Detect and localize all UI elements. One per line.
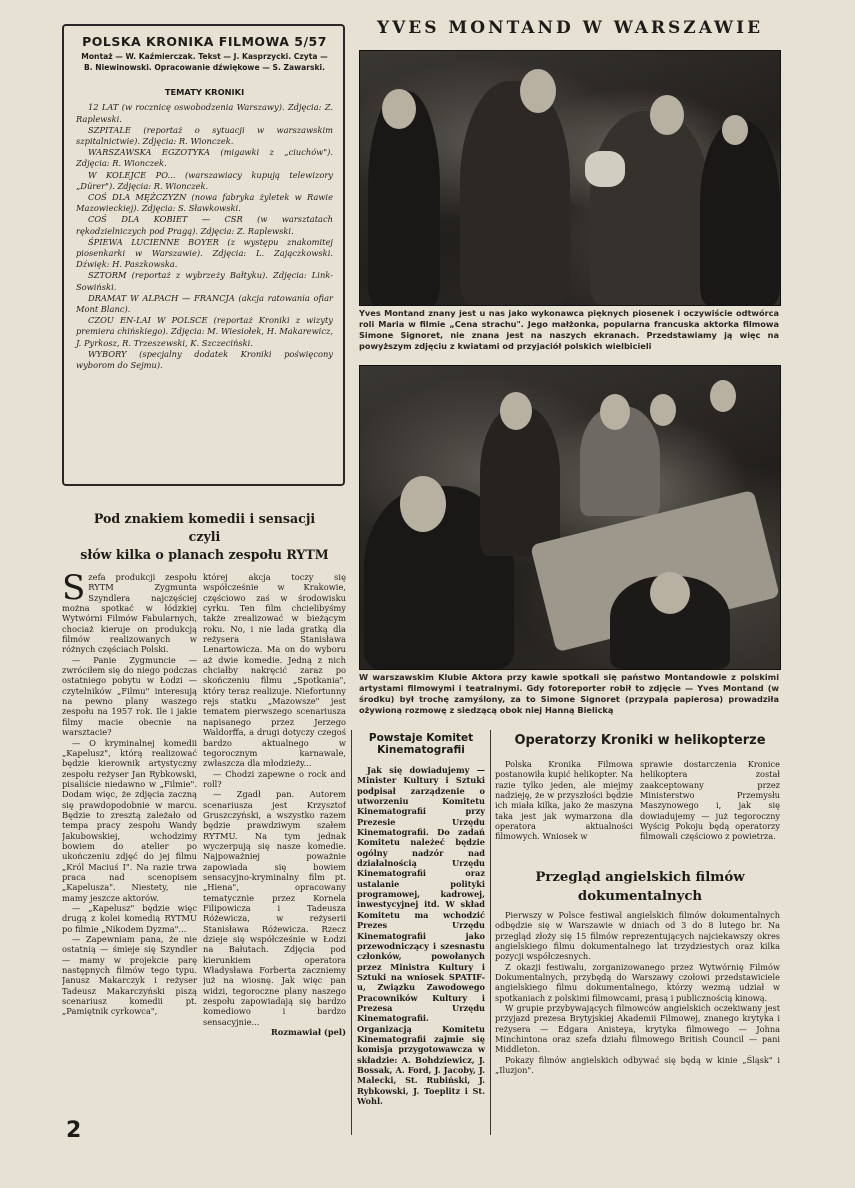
kronika-title: POLSKA KRONIKA FILMOWA 5/57 [82,34,327,49]
page-number: 2 [66,1118,82,1143]
kronika-topic: WYBORY (specjalny dodatek Kroniki poświęcony wyborom do Sejmu). [76,348,333,371]
rytm-headline-line: Pod znakiem komedii i sensacji [93,511,316,526]
kronika-box [62,24,345,486]
paragraph: Z okazji festiwalu, zorganizowanego przez Wytwórnię Filmów Dokumentalnych, przybędą do Warszawy czołowi przedstawiciele angielskiego filmu dokumentalnego, którzy wezmą udział w spotkaniach z polskimi filmowcami, prasą i publicznością kinową. [495,961,780,1003]
rytm-column-2 [203,572,346,1132]
kronika-credits: Montaż — W. Kaźmierczak. Tekst — J. Kasprzycki. Czyta — B. Niewinowski. Opracowanie dźwiękowe — S. Zawarski. [81,52,328,72]
kronika-topic: SZPITALE (reportaż o sytuacji w warszawskim szpitalnictwie). Zdjęcia: R. Wionczek. [76,124,333,147]
rytm-headline-line: słów kilka o planach zespołu RYTM [80,547,329,562]
paragraph: — Panie Zygmuncie — zwróciłem się do niego podczas ostatniego pobytu w Łodzi — czytelników „Filmu" interesują na pewno plany waszego zespołu na 1957 rok. Ile i jakie filmy macie obecnie na warsztacie? [62,654,197,738]
przeglad-body [495,910,780,1130]
kronika-topic: 12 LAT (w rocznicę oswobodzenia Warszawy). Zdjęcia: Z. Raplewski. [76,102,333,124]
komitet-body [357,765,485,1135]
paragraph: — Zapewniam pana, że nie ostatnią — śmieje się Szyndler — mamy w projekcie parę następnych filmów tego typu. Janusz Makarczyk i reżyser Tadeusz Makarczyński piszą scenariusz komedii pt. „Pamiętnik cyrkowca", [62,934,197,1017]
paragraph: Pokazy filmów angielskich odbywać się będą w kinie „Śląsk" i „Iluzjon". [495,1054,780,1076]
rytm-headline-line: czyli [188,529,221,544]
kronika-topic: COŚ DLA MĘŻCZYZN (nowa fabryka żyletek w Rawie Mazowieckiej). Zdjęcia: S. Sławkowski. [76,192,333,214]
operatorzy-column-2 [640,759,780,859]
rytm-column-1 [62,572,197,1132]
caption-top: Yves Montand znany jest u nas jako wykonawca pięknych piosenek i oczywiście odtwórca roli Maria w filmie „Cena strachu". Jego małżonka, popularna francuska aktorka filmowa Simone Signoret, nie znana jest na naszych ekranach. Przedstawiamy ją więc na powyższym zdjęciu z kwiatami od przyjaciół polskich wielbicieli [359,308,779,351]
caption-bottom: W warszawskim Klubie Aktora przy kawie spotkali się państwo Montandowie z polskimi artystami filmowymi i teatralnymi. Gdy fotoreporter robił to zdjęcie — Yves Montand (w środku) był trochę zamyślony, za to Simone Signoret (przypala papierosa) prowadziła ożywioną rozmowę z siedzącą obok niej Hanną Bielicką [359,672,779,715]
kronika-topic: WARSZAWSKA EGZOTYKA (migawki z „ciuchów"). Zdjęcia: R. Wionczek. [76,147,333,169]
paragraph: której akcja toczy się współcześnie w Krakowie, częściowo zaś w środowisku cyrku. Ten film chcielibyśmy także zrealizować w bieżącym roku. No, i nie lada gratką dla reżysera Stanisława Lenartowicza. Ma on do wyboru aż dwie komedie. Jedną z nich chciałby nakręcić zaraz po skończeniu filmu „Spotkania", który teraz realizuje. Niefortunny rejs statku „Mazowsze" jest tematem pierwszego scenariusza napisanego przez Jerzego Waldorffa, a drugi dotyczy czegoś bardzo aktualnego w tegorocznym karnawale, zwłaszcza dla młodzieży... [203,572,346,769]
paragraph: — O kryminalnej komedii „Kapelusz", którą realizować będzie kierownik artystyczny zespołu reżyser Jan Rybkowski, pisaliście niedawno w „Filmie". Dodam więc, że zdjęcia zaczną się prawdopodobnie w marcu. Będzie to zresztą zależało od tempa pracy zespołu Wandy Jakubowskiej, wchodzimy bowiem do atelier po ukończeniu zdjęć do jej filmu „Król Maciuś I". Na razie trwa praca nad scenopisem „Kapelusza". Niestety, nie mamy jeszcze aktorów. [62,737,197,903]
operatorzy-column-1 [495,759,633,859]
przeglad-headline-line: dokumentalnych [577,889,703,904]
paragraph: sprawie dostarczenia Kronice helikoptera został zaakceptowany przez Ministerstwo Przemysłu Maszynowego i, jak się dowiadujemy — już tegoroczny Wyścig Pokoju będą operatorzy filmowali częściowo z powietrza. [640,759,780,842]
przeglad-headline [495,868,785,906]
rytm-author: Rozmawiał (pel) [270,1027,346,1038]
paragraph: — Chodzi zapewne o rock and roll? [203,768,346,789]
column-divider [351,730,352,1135]
kronika-topic: CZOU EN-LAI W POLSCE (reportaż Kroniki z wizyty premiera chińskiego). Zdjęcia: M. Wiesiołek, H. Makarewicz, J. Pyrkosz, R. Trzeszewski, K. Szczeciński. [76,315,333,348]
paragraph: Polska Kronika Filmowa postanowiła kupić helikopter. Na razie tylko jeden, ale miejmy nadzieję, że w przyszłości będzie ich miała kilka, jako że maszyna taka jest jak wymarzona dla operatora aktualności filmowych. Wniosek w [495,759,633,842]
dropcap: S [62,572,86,608]
paragraph: Pierwszy w Polsce festiwal angielskich filmów dokumentalnych odbędzie się w Warszawie w dniach od 3 do 8 lutego br. Na przegląd złoży się 15 filmów reprezentujących najciekawszy okres angielskiego filmu dokumentalnego lat trzydziestych oraz kilka pozycji współczesnych. [495,910,780,962]
photo-montand-arrival [359,50,781,306]
kronika-topic: COŚ DLA KOBIET — CSR (w warsztatach rękodzielniczych pod Pragą). Zdjęcia: Z. Raplewski. [76,214,333,236]
paragraph: W grupie przybywających filmowców angielskich oczekiwany jest przyjazd prezesa Brytyjskiej Akademii Filmowej, znanego krytyka i reżysera — Edgara Anisteya, krytyka filmowego — Johna Minchintona oraz szefa działu filmowego British Council — pani Middleton. [495,1003,780,1055]
column-divider [490,730,491,1135]
kronika-topic: W KOLEJCE PO... (warszawiacy kupują telewizory „Dürer"). Zdjęcia: R. Wionczek. [76,169,333,191]
kronika-topic: ŚPIEWA LUCIENNE BOYER (z występu znakomitej piosenkarki w Warszawie). Zdjęcia: L. Zajączkowski. Dźwięk: H. Paszkowska. [76,236,333,270]
paragraph: — Zgadł pan. Autorem scenariusza jest Krzysztof Gruszczyński, a wszystko razem będzie prawdziwym szałem RYTMU. Na tym jednak wyczerpują się nasze komedie. Najpoważniej poważnie zapowiada się bowiem sensacyjno-kryminalny film pt. „Hiena", opracowany tematycznie przez Kornela Filipowicza i Tadeusza Różewicza, w reżyserii Stanisława Różewicza. Rzecz dzieje się współcześnie w Łodzi na Bałutach. Zdjęcia pod kierunkiem operatora Władysława Forberta zaczniemy już na wiosnę. Jak więc pan widzi, tegoroczne plany naszego zespołu zapowiadają się bardzo komediowo i bardzo sensacyjnie... [203,789,346,1027]
paragraph: zefa produkcji zespołu RYTM Zygmunta Szyndlera najczęściej można spotkać w łódzkiej Wytwórni Filmów Fabularnych, chociaż kieruje on produkcją filmów realizowanych w różnych częściach Polski. [62,572,197,655]
kronika-topic: DRAMAT W ALPACH — FRANCJA (akcja ratowania ofiar Mont Blanc). [76,292,333,315]
paragraph: — „Kapelusz" będzie więc drugą z kolei komedią RYTMU po filmie „Nikodem Dyzma"... [62,903,197,934]
montand-headline: YVES MONTAND W WARSZAWIE [376,18,764,38]
operatorzy-headline: Operatorzy Kroniki w helikopterze [514,733,766,748]
tematy-title: TEMATY KRONIKI [164,87,245,98]
paragraph: Jak się dowiadujemy — Minister Kultury i Sztuki podpisał zarządzenie o utworzeniu Komitetu Kinematografii przy Prezesie Urzędu Kinematografii. Do zadań Komitetu należeć będzie ogólny nadzór nad działalnością Urzędu Kinematografii oraz ustalanie polityki programowej, kadrowej, inwestycyjnej itd. W skład Komitetu ma wchodzić Prezes Urzędu Kinematografii jako przewodniczący i szesnastu członków, powołanych przez Ministra Kultury i Sztuki na wniosek SPATIF-u, Związku Zawodowego Pracowników Kultury i Prezesa Urzędu Kinematografii. Organizacją Komitetu Kinematografii zajmie się komisja przygotowawcza w składzie: A. Bohdziewicz, J. Bossak, A. Ford, J. Jacoby, J. Malecki, St. Rubiński, J. Rybkowski, J. Toeplitz i St. Wohl. [357,765,485,1106]
photo-klub-aktora [359,365,781,670]
kronika-topic: SZTORM (reportaż z wybrzeży Bałtyku). Zdjęcia: Link-Sowiński. [76,270,333,292]
przeglad-headline-line: Przegląd angielskich filmów [535,870,745,885]
komitet-headline: Powstaje Komitet Kinematografii [368,732,474,756]
rytm-headline [62,510,347,564]
